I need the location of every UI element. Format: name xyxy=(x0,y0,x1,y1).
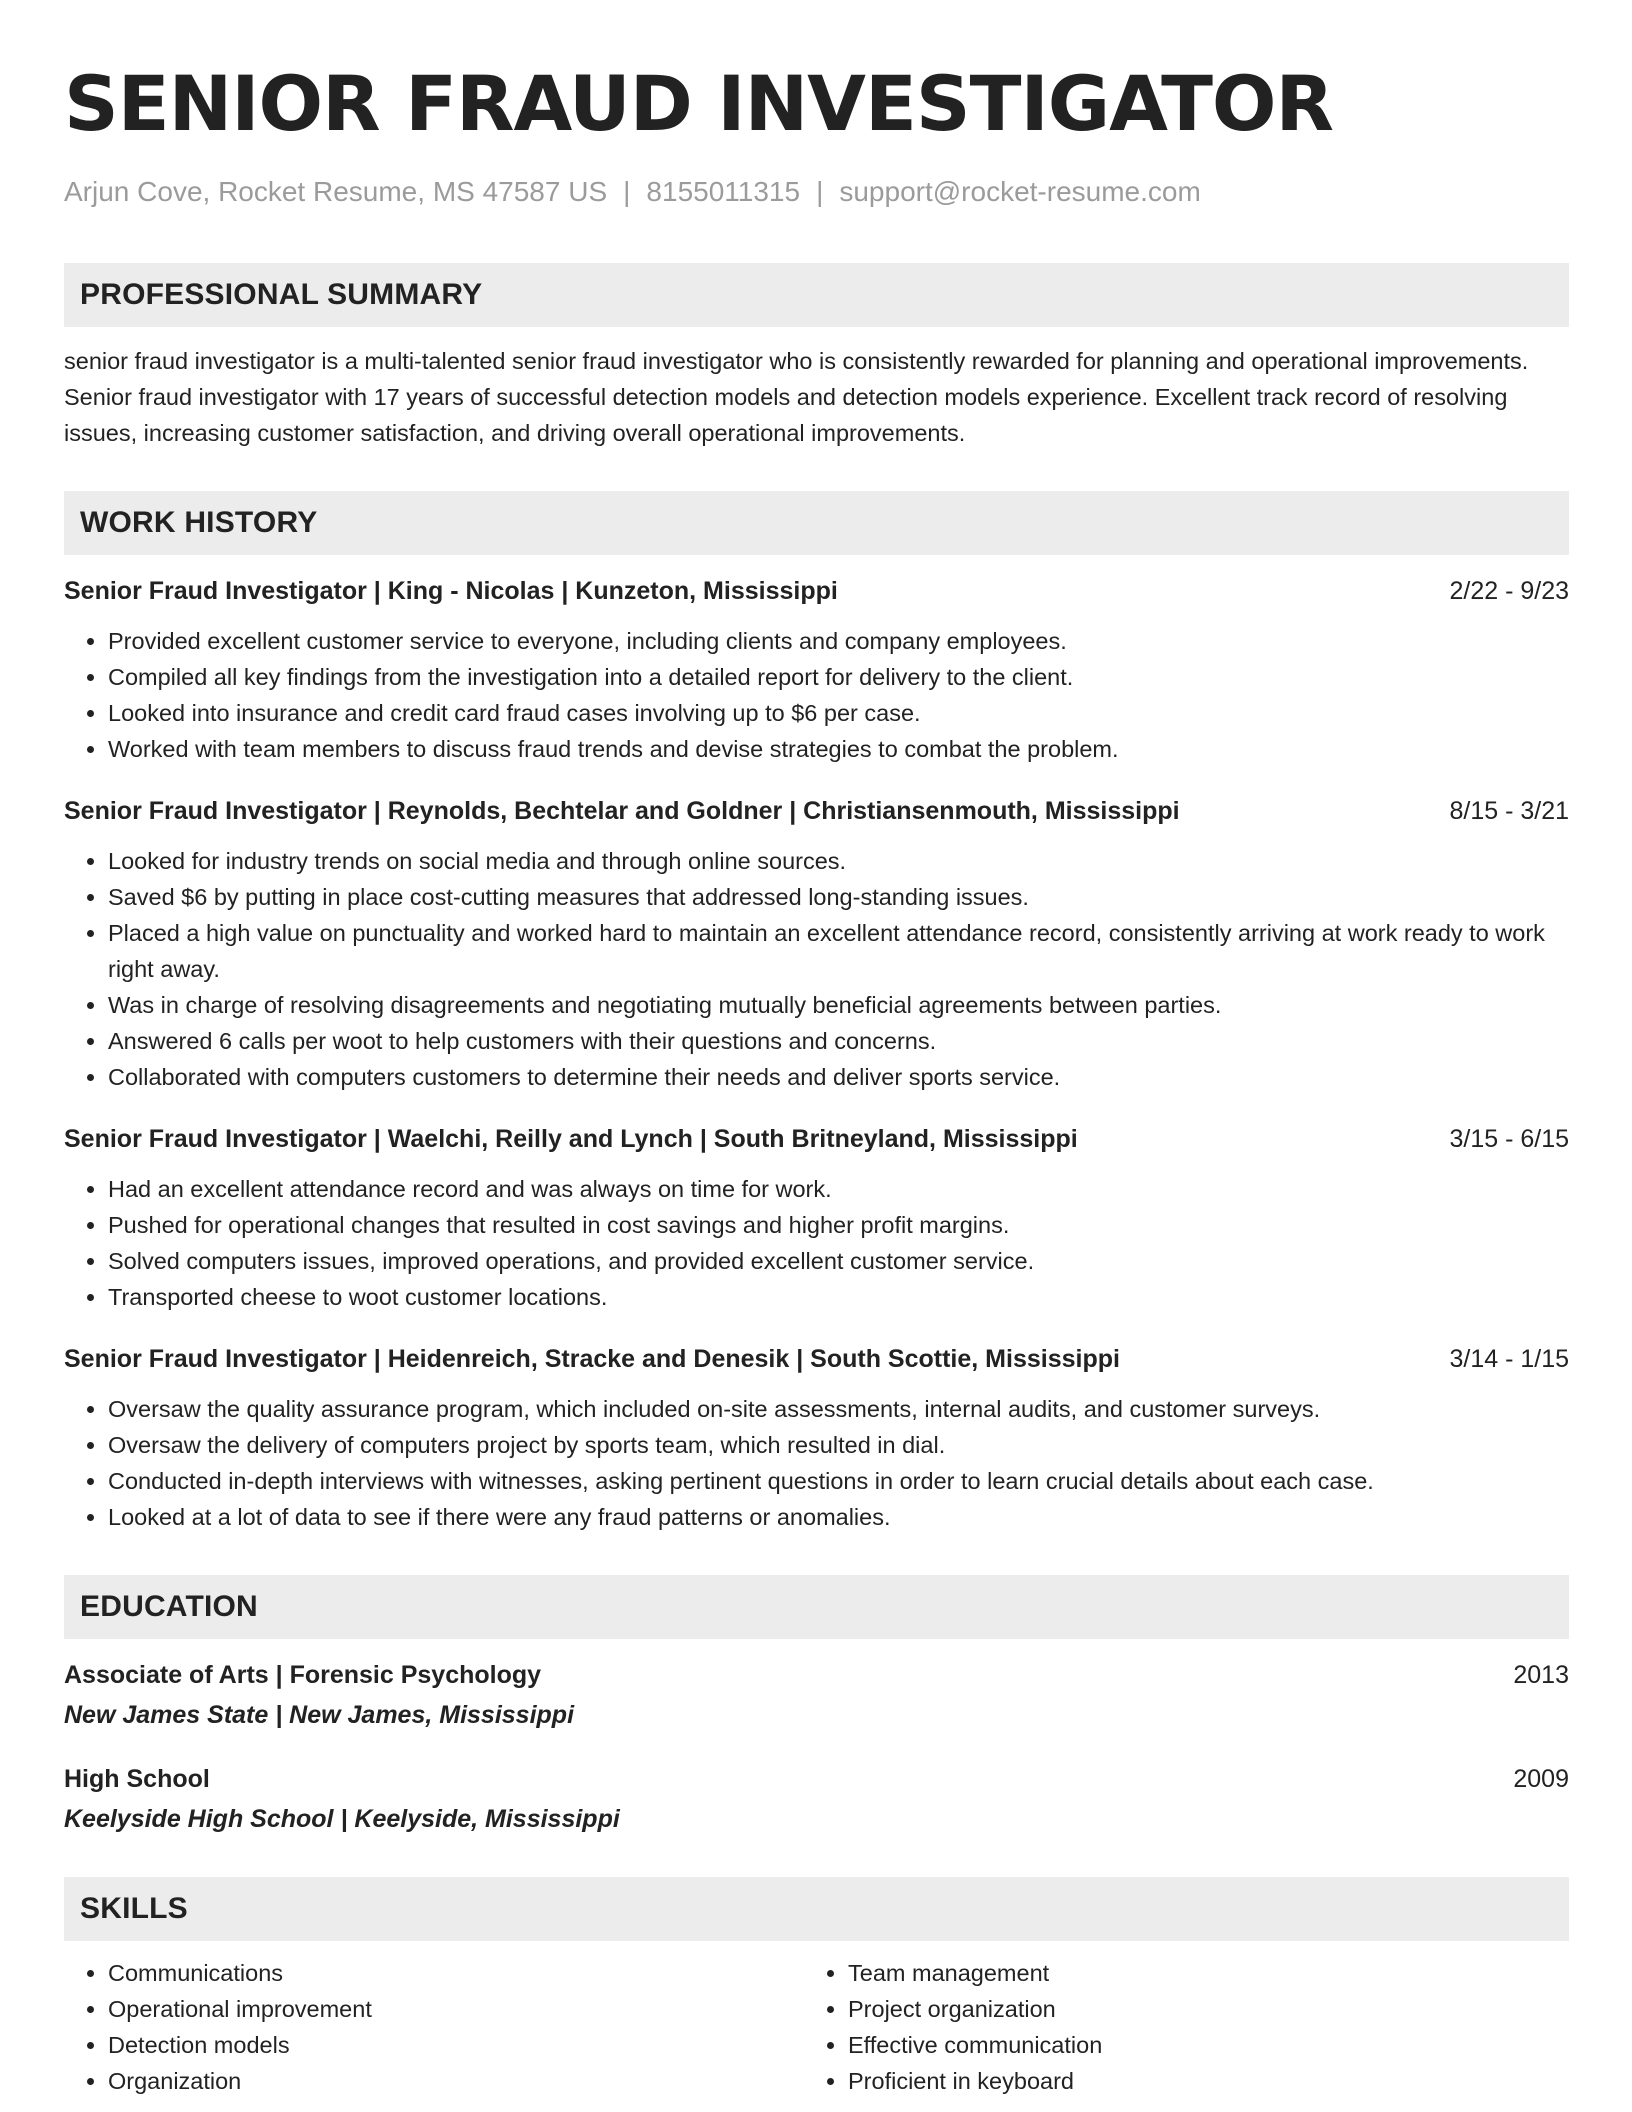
skill-item: • Detection models xyxy=(108,2027,804,2063)
job-bullets xyxy=(64,623,1569,767)
job-bullet: • Provided excellent customer service to everyone, including clients and company employees. xyxy=(108,623,1569,659)
job-bullet: • Looked for industry trends on social media and through online sources. xyxy=(108,843,1569,879)
summary-text: senior fraud investigator is a multi-talented senior fraud investigator who is consistently rewarded for planning and operational improvements. Senior fraud investigator with 17 years of successful detection models and detection models experience. Excellent track record of resolving issues, increasing customer satisfaction, and driving overall operational improvements. xyxy=(64,348,1529,446)
job-bullet: • Had an excellent attendance record and was always on time for work. xyxy=(108,1171,1569,1207)
skill-item: • Proficient in keyboard xyxy=(848,2063,1544,2099)
contact-separator: | xyxy=(623,176,631,207)
resume-name: SENIOR FRAUD INVESTIGATOR xyxy=(64,59,1334,148)
contact-email: support@rocket-resume.com xyxy=(839,176,1201,207)
job-dates: 3/14 - 1/15 xyxy=(1449,1345,1569,1373)
job-bullet: • Worked with team members to discuss fraud trends and devise strategies to combat the problem. xyxy=(108,731,1569,767)
skill-item: • Effective communication xyxy=(848,2027,1544,2063)
job-dates: 2/22 - 9/23 xyxy=(1449,577,1569,605)
job-title: Senior Fraud Investigator | Heidenreich, Stracke and Denesik | South Scottie, Mississippi xyxy=(64,1345,1120,1373)
education-entry xyxy=(64,1761,1569,1837)
section-heading-work-history: WORK HISTORY xyxy=(64,491,1569,555)
job-bullet: • Placed a high value on punctuality and worked hard to maintain an excellent attendance record, consistently arriving at work ready to work right away. xyxy=(108,915,1569,987)
job-title: Senior Fraud Investigator | Waelchi, Reilly and Lynch | South Britneyland, Mississippi xyxy=(64,1125,1078,1153)
education-header xyxy=(64,1657,1569,1693)
job-bullet: • Transported cheese to woot customer locations. xyxy=(108,1279,1569,1315)
skill-item: • Organization xyxy=(108,2063,804,2099)
job-entry xyxy=(64,573,1569,767)
section-heading-education: EDUCATION xyxy=(64,1575,1569,1639)
job-bullet: • Compiled all key findings from the investigation into a detailed report for delivery to the client. xyxy=(108,659,1569,695)
education-school: New James State | New James, Mississippi xyxy=(64,1701,575,1729)
education-year: 2013 xyxy=(1513,1661,1569,1689)
job-bullet: • Looked into insurance and credit card fraud cases involving up to $6 per case. xyxy=(108,695,1569,731)
job-bullet: • Was in charge of resolving disagreements and negotiating mutually beneficial agreements between parties. xyxy=(108,987,1569,1023)
job-bullet: • Conducted in-depth interviews with witnesses, asking pertinent questions in order to learn crucial details about each case. xyxy=(108,1463,1569,1499)
job-bullets xyxy=(64,843,1569,1095)
job-title: Senior Fraud Investigator | King - Nicolas | Kunzeton, Mississippi xyxy=(64,577,838,605)
job-bullet: • Collaborated with computers customers to determine their needs and deliver sports service. xyxy=(108,1059,1569,1095)
skill-item: • Communications xyxy=(108,1955,804,1991)
education-header xyxy=(64,1761,1569,1797)
job-bullets xyxy=(64,1171,1569,1315)
job-bullets xyxy=(64,1391,1569,1535)
skill-item: • Project organization xyxy=(848,1991,1544,2027)
education-school: Keelyside High School | Keelyside, Mississippi xyxy=(64,1805,620,1833)
job-bullet: • Looked at a lot of data to see if there were any fraud patterns or anomalies. xyxy=(108,1499,1569,1535)
job-dates: 8/15 - 3/21 xyxy=(1449,797,1569,825)
contact-address: Arjun Cove, Rocket Resume, MS 47587 US xyxy=(64,176,608,207)
contact-phone: 8155011315 xyxy=(646,176,801,207)
skills-column-right xyxy=(804,1955,1544,2099)
education-entry xyxy=(64,1657,1569,1733)
skill-item: • Operational improvement xyxy=(108,1991,804,2027)
job-bullet: • Oversaw the quality assurance program, which included on-site assessments, internal audits, and customer surveys. xyxy=(108,1391,1569,1427)
contact-line xyxy=(64,174,1569,210)
job-title: Senior Fraud Investigator | Reynolds, Bechtelar and Goldner | Christiansenmouth, Mississippi xyxy=(64,797,1180,825)
job-bullet: • Oversaw the delivery of computers project by sports team, which resulted in dial. xyxy=(108,1427,1569,1463)
contact-separator: | xyxy=(816,176,824,207)
job-bullet: • Solved computers issues, improved operations, and provided excellent customer service. xyxy=(108,1243,1569,1279)
job-header xyxy=(64,1341,1569,1377)
job-entry xyxy=(64,1341,1569,1535)
job-bullet: • Pushed for operational changes that resulted in cost savings and higher profit margins. xyxy=(108,1207,1569,1243)
education-degree: Associate of Arts | Forensic Psychology xyxy=(64,1661,542,1689)
education-degree: High School xyxy=(64,1765,210,1793)
job-dates: 3/15 - 6/15 xyxy=(1449,1125,1569,1153)
job-header xyxy=(64,573,1569,609)
job-bullet: • Answered 6 calls per woot to help customers with their questions and concerns. xyxy=(108,1023,1569,1059)
skill-item: • Team management xyxy=(848,1955,1544,1991)
job-entry xyxy=(64,793,1569,1095)
skills-column-left xyxy=(64,1955,804,2099)
job-bullet: • Saved $6 by putting in place cost-cutting measures that addressed long-standing issues. xyxy=(108,879,1569,915)
job-entry xyxy=(64,1121,1569,1315)
job-header xyxy=(64,793,1569,829)
section-heading-summary: PROFESSIONAL SUMMARY xyxy=(64,263,1569,327)
job-header xyxy=(64,1121,1569,1157)
section-heading-skills: SKILLS xyxy=(64,1877,1569,1941)
skills-list xyxy=(64,1955,1569,2099)
education-year: 2009 xyxy=(1513,1765,1569,1793)
